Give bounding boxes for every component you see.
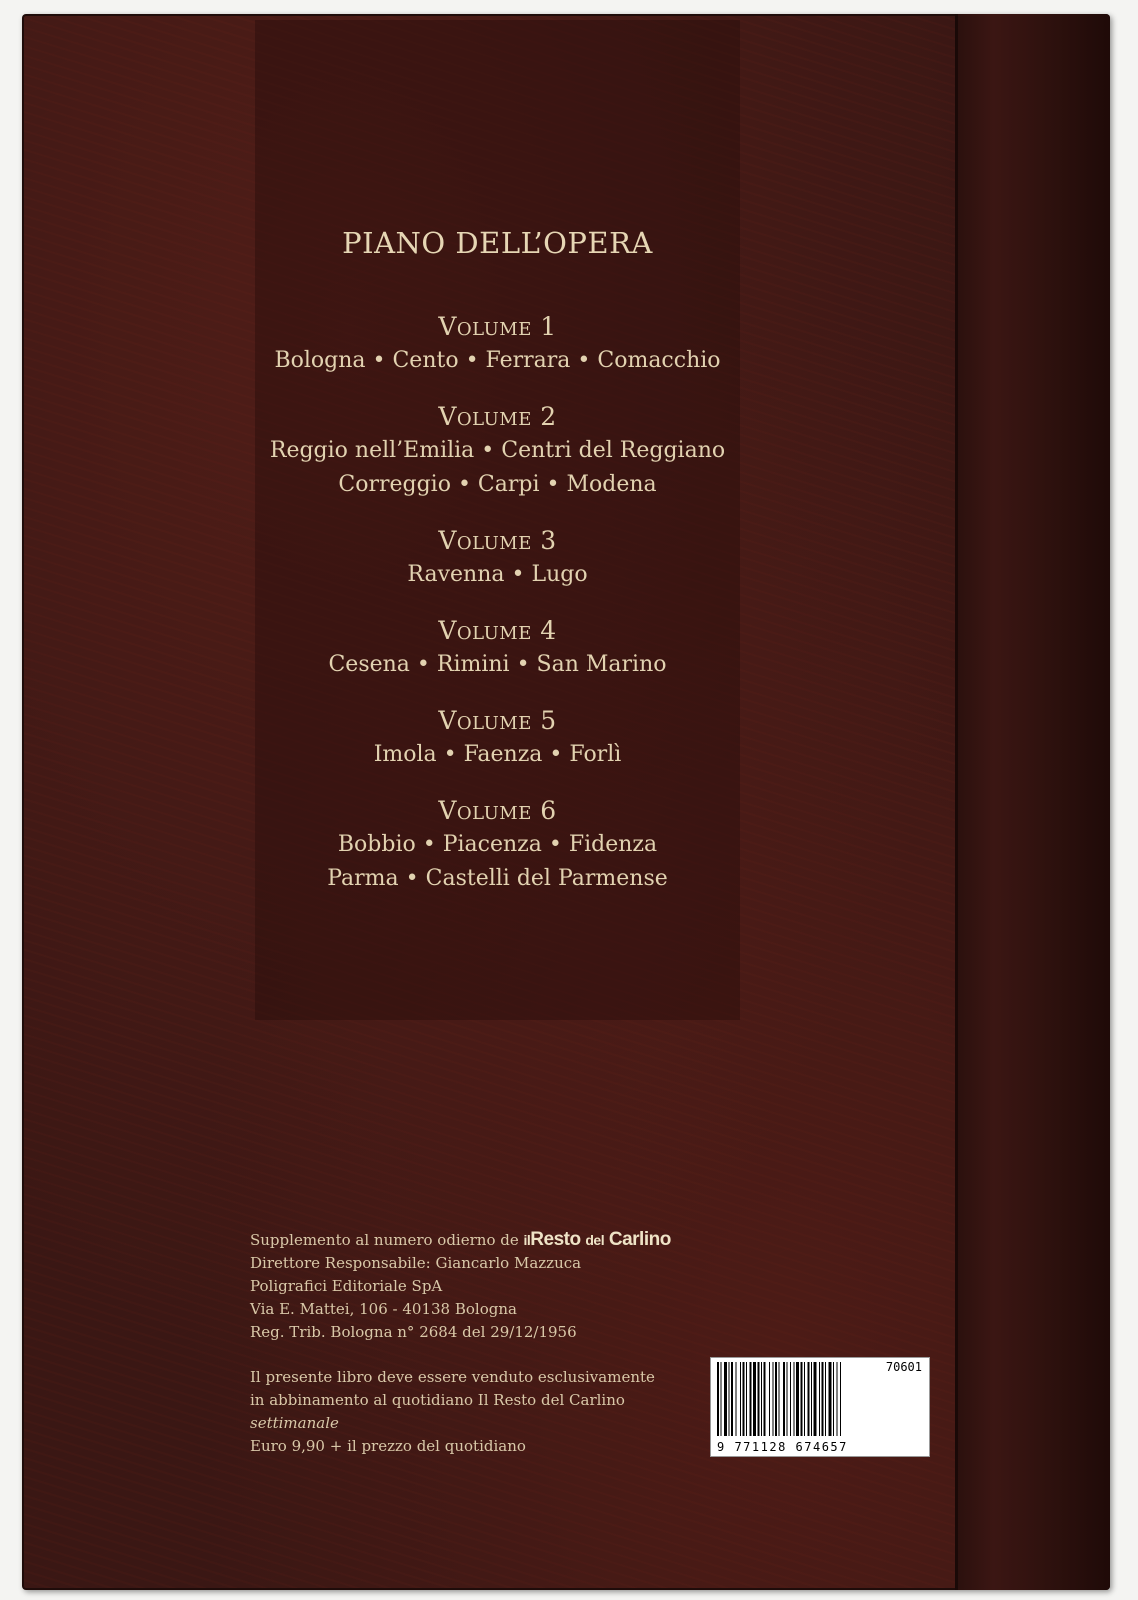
barcode-bar [736, 1362, 737, 1436]
newspaper-logo: ilResto del Carlino [523, 1229, 671, 1250]
barcode-bar [761, 1362, 762, 1436]
notice-line: Il presente libro deve essere venduto esclusivamente [250, 1368, 655, 1386]
notice-line: in abbinamento al quotidiano Il Resto del Carlino [250, 1391, 625, 1409]
volume-cities: Bobbio • Piacenza • Fidenza [337, 832, 658, 857]
barcode-bar [750, 1362, 752, 1436]
barcode-addon: 70601 [885, 1360, 922, 1374]
volume-cities: Reggio nell’Emilia • Centri del Reggiano [269, 438, 726, 463]
page-title: PIANO DELL’OPERA [342, 226, 653, 260]
barcode-bar [740, 1362, 741, 1436]
volume-item [0, 400, 995, 502]
barcode-bar [829, 1362, 832, 1436]
volume-item [0, 524, 995, 592]
volume-item [0, 614, 995, 682]
volume-cities: Correggio • Carpi • Modena [338, 472, 657, 497]
barcode-bar [808, 1362, 810, 1436]
barcode-bar [717, 1362, 719, 1436]
barcode [710, 1357, 930, 1457]
barcode-bar [773, 1362, 774, 1436]
barcode-bar [731, 1362, 733, 1436]
barcode-bar [775, 1362, 777, 1436]
barcode-bar [804, 1362, 805, 1436]
volume-cities: Imola • Faenza • Forlì [373, 742, 622, 767]
barcode-number: 9 771128 674657 [717, 1440, 848, 1454]
volume-list [0, 310, 995, 918]
supplement-text: Supplemento al numero odierno de [250, 1231, 524, 1249]
volume-title: Volume 3 [438, 526, 557, 555]
barcode-bar [819, 1362, 820, 1436]
barcode-bar [743, 1362, 745, 1436]
volume-title: Volume 5 [438, 706, 557, 735]
address-line: Via E. Mattei, 106 - 40138 Bologna [250, 1300, 517, 1318]
barcode-bar [746, 1362, 747, 1436]
registration-line: Reg. Trib. Bologna n° 2684 del 29/12/1956 [250, 1323, 577, 1341]
barcode-bar [833, 1362, 834, 1436]
publisher-line: Poligrafici Editoriale SpA [250, 1277, 443, 1295]
volume-item [0, 704, 995, 772]
barcode-bar [769, 1362, 770, 1436]
director-line: Direttore Responsabile: Giancarlo Mazzuca [250, 1254, 582, 1272]
volume-item [0, 794, 995, 896]
barcode-bar [758, 1362, 760, 1436]
barcode-bar [801, 1362, 803, 1436]
barcode-bar [840, 1362, 841, 1436]
volume-item [0, 310, 995, 378]
barcode-bar [764, 1362, 766, 1436]
barcode-bar [837, 1362, 838, 1436]
barcode-bar [724, 1362, 727, 1436]
barcode-bar [787, 1362, 788, 1436]
barcode-bar [779, 1362, 780, 1436]
barcode-bar [721, 1362, 722, 1436]
volume-cities: Parma • Castelli del Parmense [327, 866, 668, 891]
supplement-line [250, 1228, 730, 1252]
volume-title: Volume 4 [438, 616, 557, 645]
barcode-bar [790, 1362, 791, 1436]
barcode-bar [811, 1362, 812, 1436]
volume-cities: Bologna • Cento • Ferrara • Comacchio [274, 348, 721, 373]
barcode-bar [783, 1362, 785, 1436]
price-line: Euro 9,90 + il prezzo del quotidiano [250, 1437, 526, 1455]
barcode-bar [796, 1362, 799, 1436]
frequency-line: settimanale [250, 1414, 339, 1432]
imprint-block [250, 1228, 730, 1458]
barcode-bar [794, 1362, 795, 1436]
barcode-bar [814, 1362, 817, 1436]
barcode-bar [753, 1362, 756, 1436]
volume-title: Volume 2 [438, 402, 557, 431]
volume-cities: Ravenna • Lugo [407, 562, 588, 587]
volume-cities: Cesena • Rimini • San Marino [328, 652, 667, 677]
volume-title: Volume 1 [438, 312, 557, 341]
barcode-bar [729, 1362, 730, 1436]
volume-title: Volume 6 [438, 796, 557, 825]
barcode-bar [822, 1362, 824, 1436]
barcode-bar [825, 1362, 826, 1436]
